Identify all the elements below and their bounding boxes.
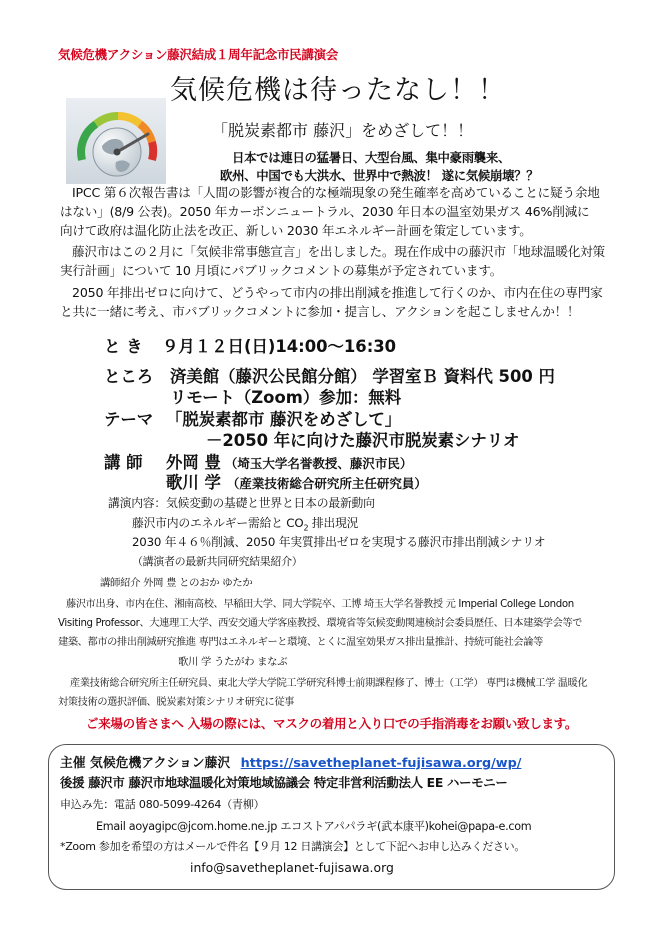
event-subtitle: 気候危機アクション藤沢結成１周年記念市民講演会 [58,47,338,62]
event-remote: リモート（Zoom）参加：無料 [170,388,402,407]
intro-p1-line2: はない」(8/9 公表)。2050 年カーボンニュートラル、2030 年日本の温室効果ガス 46%削減に [60,204,590,219]
organizer-label: 主催 気候危機アクション藤沢 [60,756,231,771]
profile-label: 講師紹介 外岡 豊 とのおか ゆたか [100,577,253,589]
content-note: （講演者の最新共同研究結果紹介） [132,555,303,568]
lecturer-label: 講 師 [104,453,143,472]
where-label: ところ [104,367,154,386]
profile2-line1: 産業技術総合研究所主任研究員、東北大学大学院工学研究科博士前期課程修了、博士（工学） 専門は機械工学 温暖化 [70,678,588,689]
slogan: 「脱炭素都市 藤沢」をめざして！！ [212,121,474,140]
theme-label: テーマ [104,410,154,429]
profile2-line2: 対策技術の選択評価、脱炭素対策シナリオ研究に従事 [58,697,294,708]
contact-email: Email aoyagipc@jcom.home.ne.jp エコストアパパラギ(武本康平)kohei@papa-e.com [96,820,532,833]
page-title: 気候危機は待ったなし！！ [170,75,506,106]
sponsors: 後援 藤沢市 藤沢市地球温暖化対策地域協議会 特定非営利活動法人 EE ハーモニー [60,775,508,790]
content-item-2-post: 排出現況 [308,516,359,530]
lecturer2-affiliation: （産業技術総合研究所主任研究員） [226,476,427,491]
event-theme-sub: －2050 年に向けた藤沢市脱炭素シナリオ [206,431,520,450]
theme-value: 「脱炭素都市 藤沢をめざして」 [166,410,402,429]
content-item-2-pre: 藤沢市内のエネルギー需給と CO [132,516,304,530]
organizer-url-link[interactable]: https://savetheplanet-fujisawa.org/wp/ [240,756,522,771]
profile2-name: 歌川 学 うたがわ まなぶ [178,656,288,668]
lecturer1-affiliation: （埼玉大学名誉教授、藤沢市民） [224,456,413,471]
lecturer2-name: 歌川 学 [166,473,221,492]
contact-phone: 申込み先：電話 080-5099-4264（青柳） [60,798,265,811]
when-label: と き [104,337,143,356]
event-lecturer1 [104,453,412,474]
covid-notice: ご来場の皆さまへ 入場の際には、マスクの着用と入り口での手指消毒をお願い致します。 [86,716,578,731]
profile1-line2: Visiting Professor、大連理工大学、西安交通大学客座教授、環境省等気候変動関連検討会委員歴任、日本建築学会等で [58,618,583,629]
lecturer1-name: 外岡 豊 [166,453,221,472]
intro-p2-line1: 藤沢市はこの２月に「気候非常事態宣言」を出しました。現在作成中の藤沢市「地球温暖化対策 [72,244,605,259]
warning-line-1: 日本では連日の猛暑日、大型台風、集中豪雨襲来、 [232,150,511,165]
co2-subscript: 2 [303,523,309,533]
intro-p1-line3: 向けて政府は温化防止法を改正、新しい 2030 年エネルギー計画を策定しています。 [60,223,532,238]
content-item-2 [132,516,358,535]
gauge-globe-icon [66,98,166,184]
event-lecturer2 [166,473,427,494]
intro-p3-line1: 2050 年排出ゼロに向けて、どうやって市内の排出削減を推進して行くのか、市内在住の専門家 [72,285,603,300]
content-item-3: 2030 年４６％削減、2050 年実質排出ゼロを実現する藤沢市排出削減シナリオ [132,535,546,549]
zoom-note: *Zoom 参加を希望の方はメールで件名【９月 12 日講演会】として下記へお申し込みください。 [60,840,526,853]
event-theme [104,410,401,430]
where-value: 済美館（藤沢公民館分館） 学習室Ｂ 資料代 500 円 [170,367,555,386]
event-when [104,337,396,357]
profile1-line3: 建築、都市の排出削減研究推進 専門はエネルギーと環境、とくに温室効果ガス排出量推計、持続可能社会論等 [58,637,543,648]
intro-p2-line2: 実行計画」について 10 月頃にパブリックコメントの募集が予定されています。 [60,263,503,278]
intro-p1-line1: IPCC 第６次報告書は「人間の影響が複合的な極端現象の発生確率を高めていることに疑う余地 [72,185,600,200]
zoom-email: info@savetheplanet-fujisawa.org [190,860,394,875]
organizer [60,752,521,771]
when-value: ９月１２日(日)14:00～16:30 [162,337,397,356]
profile1-line1: 藤沢市出身、市内在住、湘南高校、早稲田大学、同大学院卒、工博 埼玉大学名誉教授 元 Imperial College London [66,599,574,610]
intro-p3-line2: と共に一緒に考え、市パブリックコメントに参加・提言し、アクションを起こしませんか！！ [60,304,580,319]
warning-line-2: 欧州、中国でも大洪水、世界中で熱波！ 遂に気候崩壊？？ [220,168,539,183]
event-where [104,367,555,387]
content-label: 講演内容：気候変動の基礎と世界と日本の最新動向 [108,496,375,510]
